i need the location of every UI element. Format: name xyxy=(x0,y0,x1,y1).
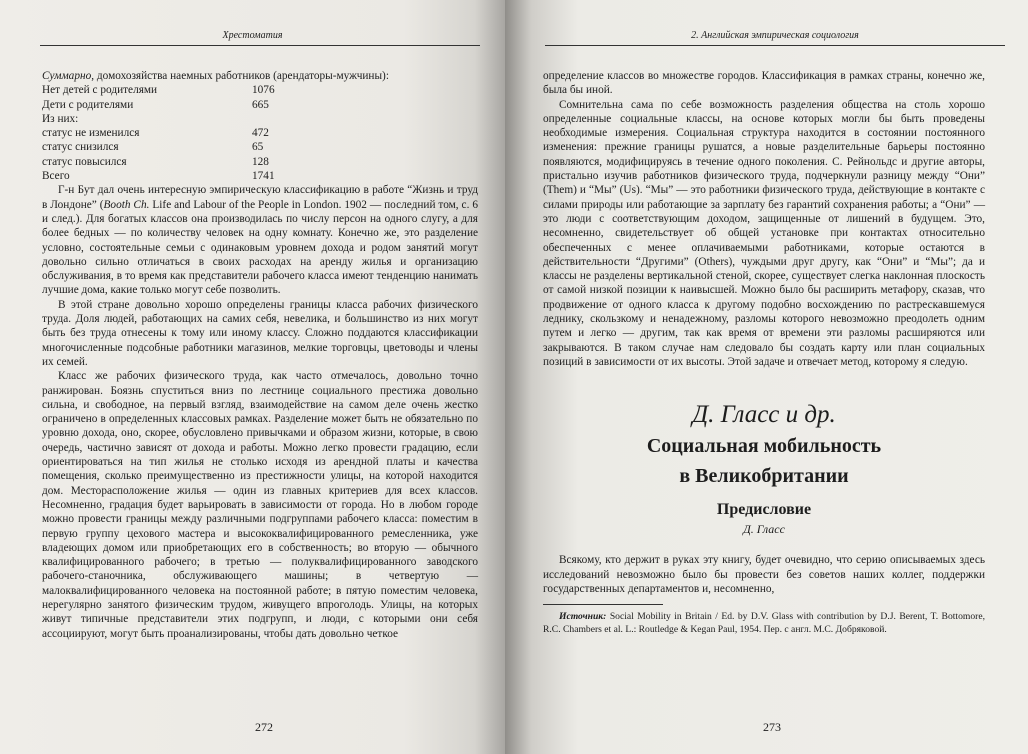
stat-label: Всего xyxy=(42,170,70,183)
stat-row xyxy=(42,98,478,112)
stat-row xyxy=(42,83,478,97)
header-rule xyxy=(40,45,480,46)
paragraph-text: Г-н Бут дал очень интересную эмпирическую классификацию в работе “Жизнь и труд в Лондоне” ( xyxy=(42,184,478,211)
source-text: Social Mobility in Britain / Ed. by D.V. Glass with contribution by D.J. Berent, T. Bottomore, R.C. Chambers et al. L.: Routledge & Kegan Paul, 1954. Пер. с англ. М.С. Добряковой. xyxy=(543,611,985,635)
stat-value: 472 xyxy=(252,127,269,140)
left-page xyxy=(0,0,505,754)
running-head: Хрестоматия xyxy=(222,30,283,41)
text-column xyxy=(543,69,985,636)
stat-value: 1741 xyxy=(252,170,275,183)
stat-label: статус снизился xyxy=(42,141,119,154)
header-rule xyxy=(545,45,1005,46)
chapter-authors: Д. Гласс и др. xyxy=(692,401,836,429)
stat-label: Из них: xyxy=(42,112,79,125)
section-title: Предисловие xyxy=(716,501,812,519)
stat-value: 128 xyxy=(252,155,269,168)
page-number: 273 xyxy=(763,720,781,734)
summary-label: Суммарно xyxy=(42,70,92,82)
stat-label: статус повысился xyxy=(42,155,127,168)
stat-row xyxy=(42,126,478,140)
paragraph: В этой стране довольно хорошо определены границы класса рабочих физического труда. Доля людей, работающих на самих себя, невелика, и большинство из них могут быть без труда отнесены к тому или иному классу. Сложно поддаются классификации многочисленные подсобные работники магазинов, мелкие торговцы, цветоводы и члены их семей. xyxy=(42,298,478,368)
stat-row xyxy=(42,112,478,126)
chapter-heading xyxy=(543,399,985,537)
stat-label: Дети с родителями xyxy=(42,98,134,111)
source-note xyxy=(543,611,985,636)
source-label: Источник: xyxy=(559,611,607,623)
summary-rest: , домохозяйства наемных работников (арендаторы-мужчины): xyxy=(91,70,389,82)
paragraph xyxy=(42,183,478,297)
stat-value: 665 xyxy=(252,98,269,111)
stat-row xyxy=(42,140,478,154)
stats-table xyxy=(42,83,478,183)
stat-row xyxy=(42,155,478,169)
footnote-rule xyxy=(543,604,663,605)
chapter-title: Социальная мобильность xyxy=(646,435,882,458)
paragraph: определение классов во множестве городов. Классификация в рамках страны, конечно же, была бы иной. xyxy=(543,70,985,97)
paragraph-text: Life and Labour of the People in London. 1902 — последний том, с. 6 и след.). Для богатых классов она производилась по числу персон на одного слугу, а для более бедных — по количеству человек на одну комнату. Конечно же, это разделение условно, состоятельные семьи с одинаковым уровнем дохода и родом занятий могут довольно сильно отличаться в своих расходах на аренду жилья и организацию обслуживания, в то время как представители рабочего класса имеют тенденцию нанимать лучшие дома, какие только могут себе позволить. xyxy=(42,198,478,297)
stat-label: Нет детей с родителями xyxy=(42,84,158,97)
paragraph: Сомнительна сама по себе возможность разделения общества на столь хорошо определенные социальные классы, на основе которых могли бы быть проведены необходимые измерения. Социальная структура находится в состоянии постоянного изменения: прежние границы рушатся, а новые разделительные барьеры постоянно появляются, модифицируясь в течение одного поколения. С. Рейнольдс и другие авторы, пристально изучив работников физического труда, подчеркнули разницу между “Они” (Them) и “Мы” (Us). “Мы” — это работники физического труда, действующие в контакте с силами природы или работающие за зарплату без гарантий сохранения работы; а “Они” — это люди с соответствующим доходом, защищенные от лишений в будущем. Это, несомненно, свидетельствует об общей установке при контактах относительно обеспеченных с менее оплачиваемыми работниками, которые остаются в действительности “Другими” (Others), чуждыми друг другу, как “Они” и “Мы”; да и классы не разделены вертикальной стеной, скорее, существует слегка наклонная плоскость от самой низкой позиции к наивысшей. Можно было бы расширить метафору, сказав, что продвижение от одного класса к другому подобно восхождению по растрескавшемуся леднику, скользкому и ненадежному, разломы которого невозможно преодолеть одним путем и легко — другим, так как время от времени эти разломы расширяются или закрываются. В таком случае нам следовало бы создать карту или план социальных позиций в зависимости от их высоты. Этой задаче и отвечает метод, которому я следую. xyxy=(543,98,985,368)
stat-row xyxy=(42,169,478,183)
stat-label: статус не изменился xyxy=(42,127,140,140)
running-head: 2. Английская эмпирическая социология xyxy=(691,30,859,41)
citation-author: Booth Ch. xyxy=(103,198,150,211)
chapter-title: в Великобритании xyxy=(679,465,849,488)
section-author: Д. Гласс xyxy=(743,522,785,537)
stat-value: 1076 xyxy=(252,84,275,97)
paragraph: Класс же рабочих физического труда, как часто отмечалось, довольно точно ранжирован. Боязнь спуститься вниз по лестнице социального престижа довольно сильна, и свободное, на первый взгляд, взаимодействие на самом деле очень жестко ограничено в определенных классовых рамках. Разделение может быть не обязательно по уровню дохода, оно, скорее, обусловлено привычками и образом жизни, которые, в свою очередь, частично зависят от дохода и работы. Можно легко провести градацию, если ориентироваться на тип жилья не столько исходя из арендной платы и качества помещения, сколько преимущественно из престижности улицы, на которой находится дом. Месторасположение жилья — один из главных критериев для всех классов. Несомненно, градация будет варьировать в зависимости от города. Но в любом городе можно провести границы между различными подгруппами рабочего класса: поместим в первую группу цехового мастера и высококвалифицированного ремесленника, уже владеющих домом или приобретающих его в собственность; во вторую — обычного квалифицированного рабочего; в третью — полуквалифицированного заводского рабочего-станочника, обслуживающего машины; в четвертую — малоквалифицированного человека на постоянной работе; в пятую поместим человека, нерегулярно занятого физическим трудом, живущего впроголодь. Улицы, на которых живут типичные представители этих подгрупп, и люди, с которыми они себя ассоциируют, могут быть проанализированы, чтобы дать довольно четкое xyxy=(42,370,478,640)
text-column xyxy=(42,69,478,641)
stat-value xyxy=(252,112,292,126)
right-page xyxy=(505,0,1028,754)
stat-value: 65 xyxy=(252,141,264,154)
summary-line xyxy=(42,69,478,83)
paragraph: Всякому, кто держит в руках эту книгу, будет очевидно, что серию описываемых здесь исследований невозможно было бы провести без советов наших коллег, поддержки государственных департаментов и, несомненно, xyxy=(543,554,985,595)
page-number: 272 xyxy=(255,720,273,734)
